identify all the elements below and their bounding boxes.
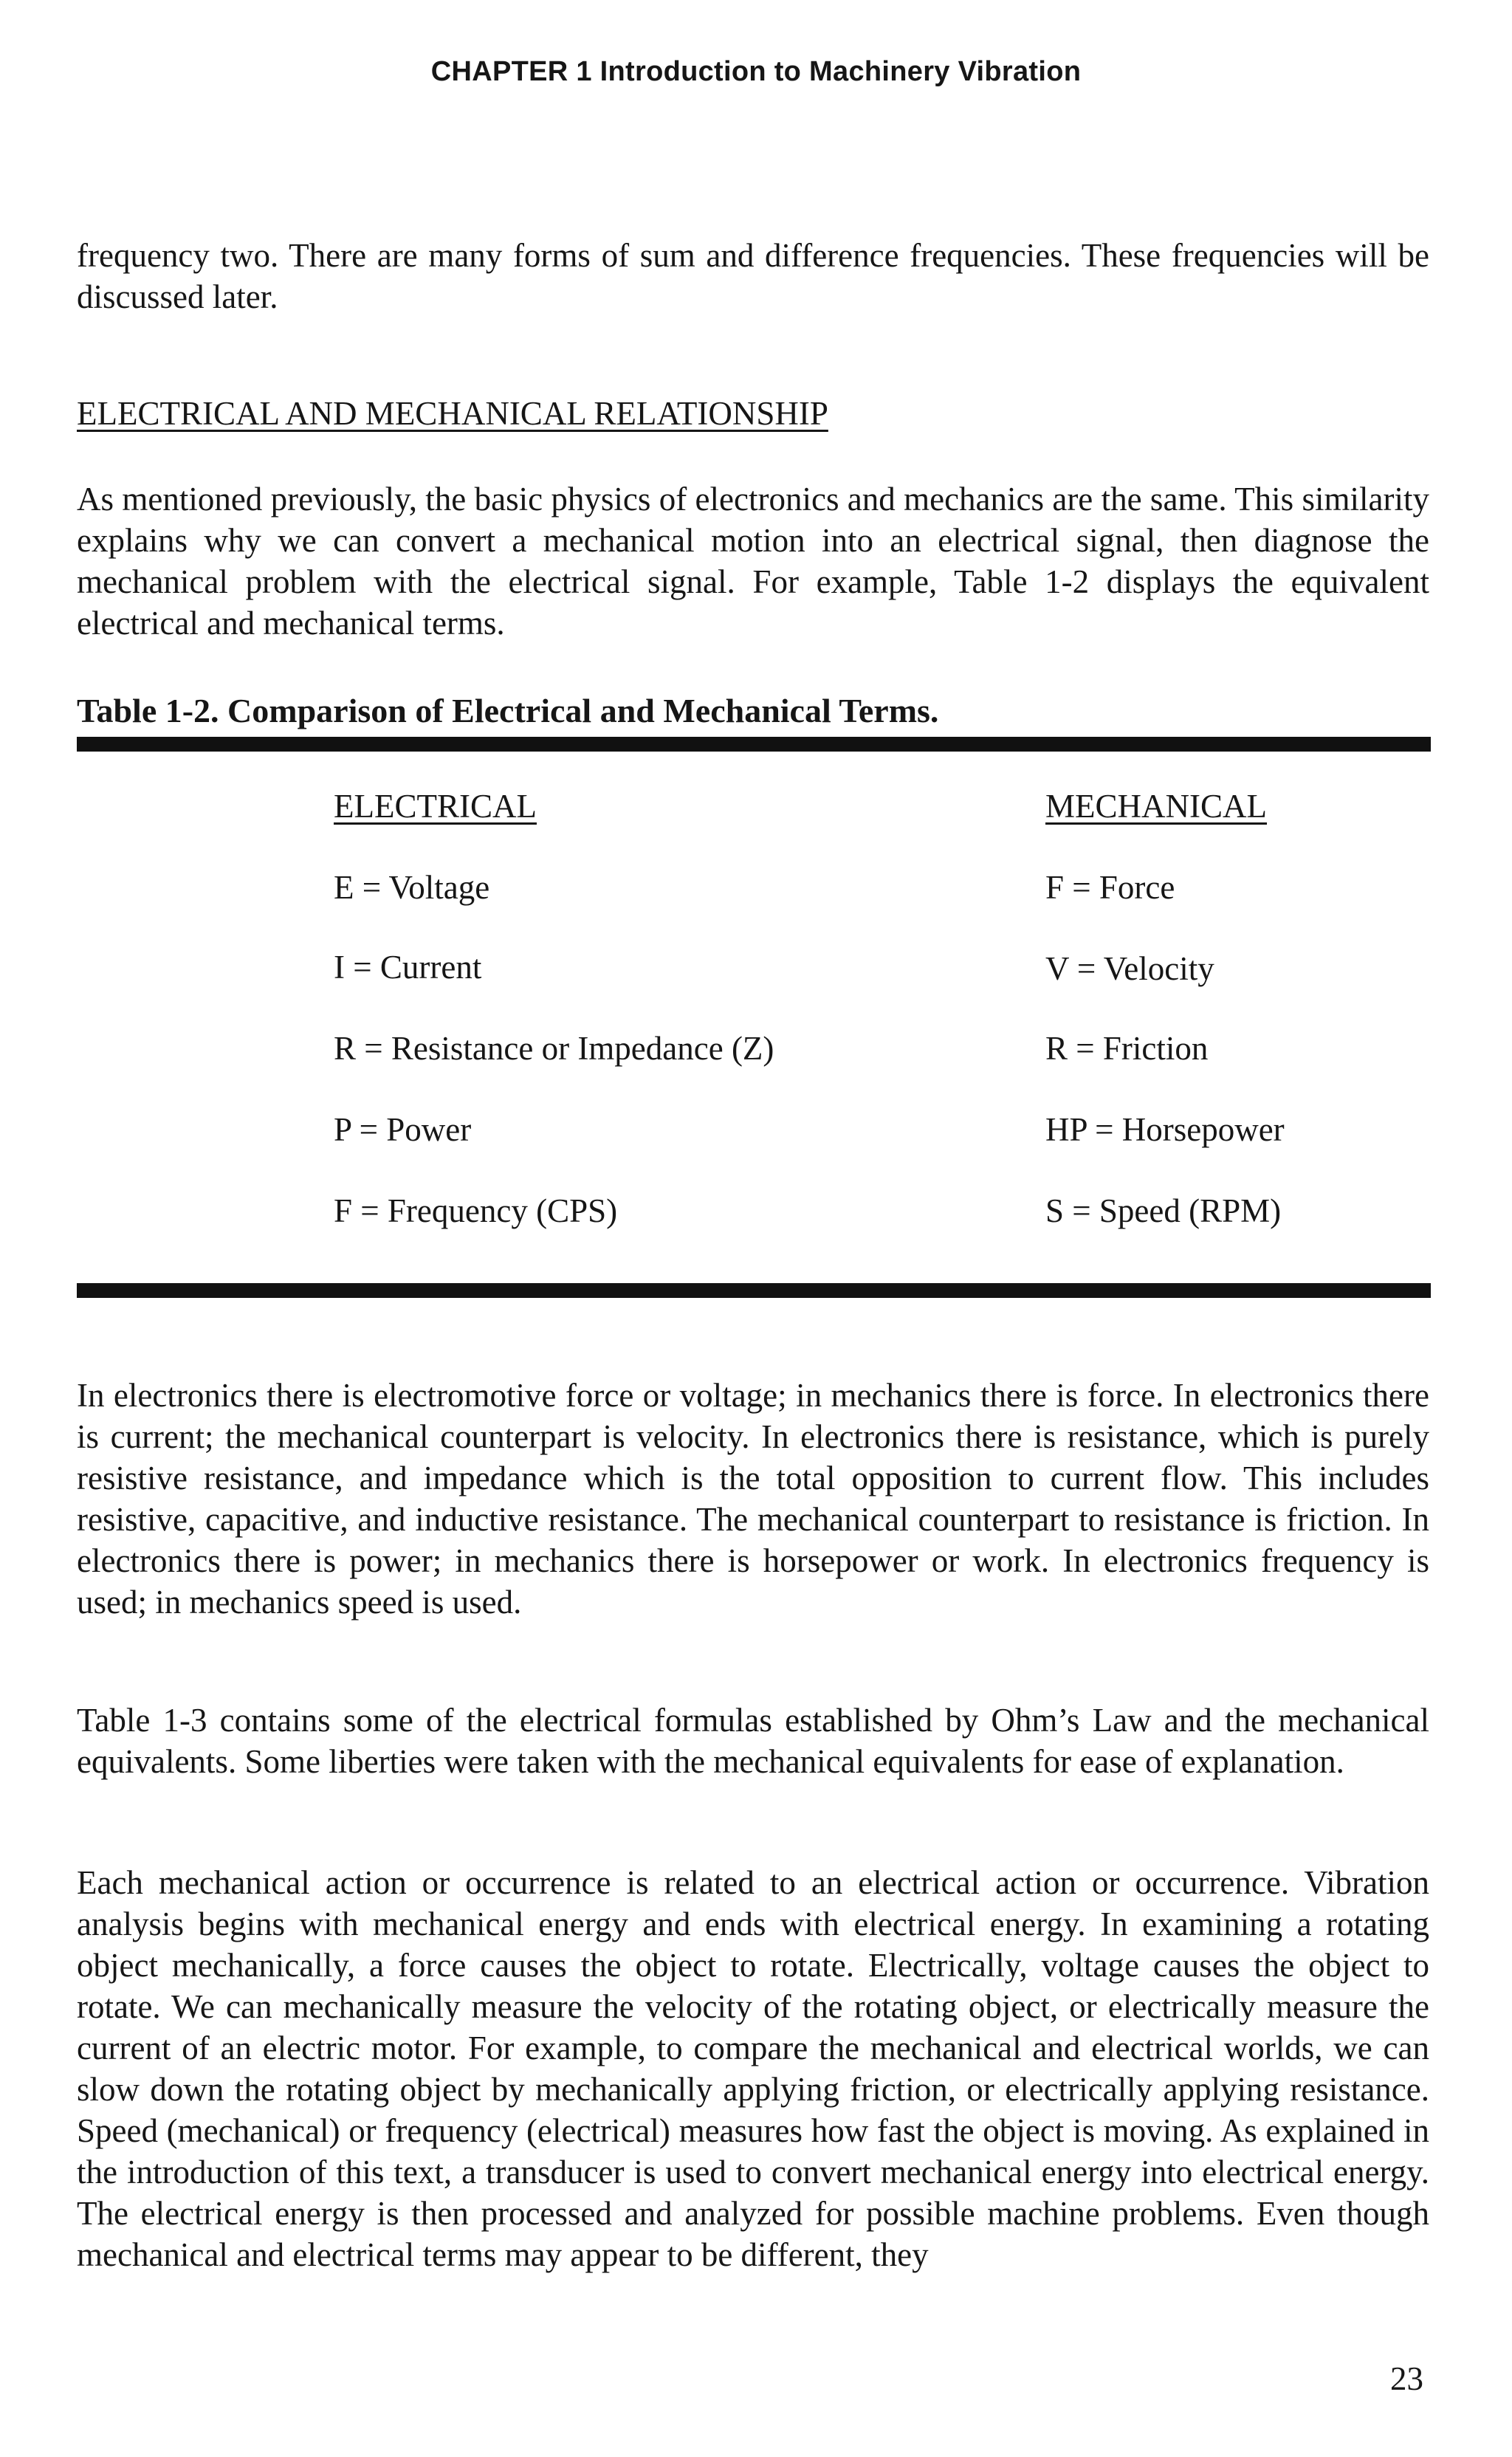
table-cell-mechanical: F = Force: [1045, 869, 1175, 906]
table-cell-electrical: R = Resistance or Impedance (Z): [334, 1030, 774, 1067]
paragraph-section-intro: As mentioned previously, the basic physics of electronics and mechanics are the same. This similarity explains why we can convert a mechanical motion into an electrical signal, then diagnose the mechanical problem with the electrical signal. For example, Table 1-2 displays the equivalent electrical and mechanical terms.: [77, 481, 1429, 642]
table-cell-mechanical: R = Friction: [1045, 1030, 1209, 1067]
page-number: 23: [1390, 2360, 1423, 2397]
paragraph-mechanical-action: Each mechanical action or occurrence is related to an electrical action or occurrence. Vibration analysis begins with mechanical energy and ends with electrical energy. In examining a rotating object mechanically, a force causes the object to rotate. Electrically, voltage causes the object to rotate. We can mechanically measure the velocity of the rotating object, or electrically measure the current of an electric motor. For example, to compare the mechanical and electrical worlds, we can slow down the rotating object by mechanically applying friction, or electrically applying resistance. Speed (mechanical) or frequency (electrical) measures how fast the object is moving. As explained in the introduction of this text, a transducer is used to convert mechanical energy into electrical energy. The electrical energy is then processed and analyzed for possible machine problems. Even though mechanical and electrical terms may appear to be different, they: [77, 1864, 1429, 2273]
table-cell-electrical: I = Current: [334, 949, 482, 986]
table-cell-mechanical: V = Velocity: [1045, 950, 1214, 987]
table-bottom-rule: [77, 1283, 1431, 1298]
table-caption: Table 1-2. Comparison of Electrical and Mechanical Terms.: [77, 692, 939, 729]
table-cell-mechanical: HP = Horsepower: [1045, 1111, 1285, 1148]
paragraph-table-1-3-intro: Table 1-3 contains some of the electrical formulas established by Ohm’s Law and the mechanical equivalents. Some liberties were taken with the mechanical equivalents for ease of explanation.: [77, 1702, 1429, 1780]
table-cell-electrical: P = Power: [334, 1111, 472, 1148]
table-header-mechanical: MECHANICAL: [1045, 788, 1267, 825]
table-top-rule: [77, 737, 1431, 752]
paragraph-intro-continued: frequency two. There are many forms of sum and difference frequencies. These frequencies will be discussed later.: [77, 237, 1429, 315]
running-header: CHAPTER 1 Introduction to Machinery Vibration: [430, 56, 1082, 87]
table-cell-mechanical: S = Speed (RPM): [1045, 1192, 1282, 1229]
paragraph-electronics-vs-mechanics: In electronics there is electromotive force or voltage; in mechanics there is force. In electronics there is current; the mechanical counterpart is velocity. In electronics there is resistance, which is purely resistive resistance, and impedance which is the total opposition to current flow. This includes resistive, capacitive, and inductive resistance. The mechanical counterpart to resistance is friction. In electronics there is power; in mechanics there is horsepower or work. In electronics frequency is used; in mechanics speed is used.: [77, 1377, 1429, 1621]
section-heading: ELECTRICAL AND MECHANICAL RELATIONSHIP: [77, 395, 828, 432]
table-cell-electrical: F = Frequency (CPS): [334, 1192, 618, 1229]
table-header-electrical: ELECTRICAL: [334, 788, 537, 825]
table-cell-electrical: E = Voltage: [334, 869, 490, 906]
